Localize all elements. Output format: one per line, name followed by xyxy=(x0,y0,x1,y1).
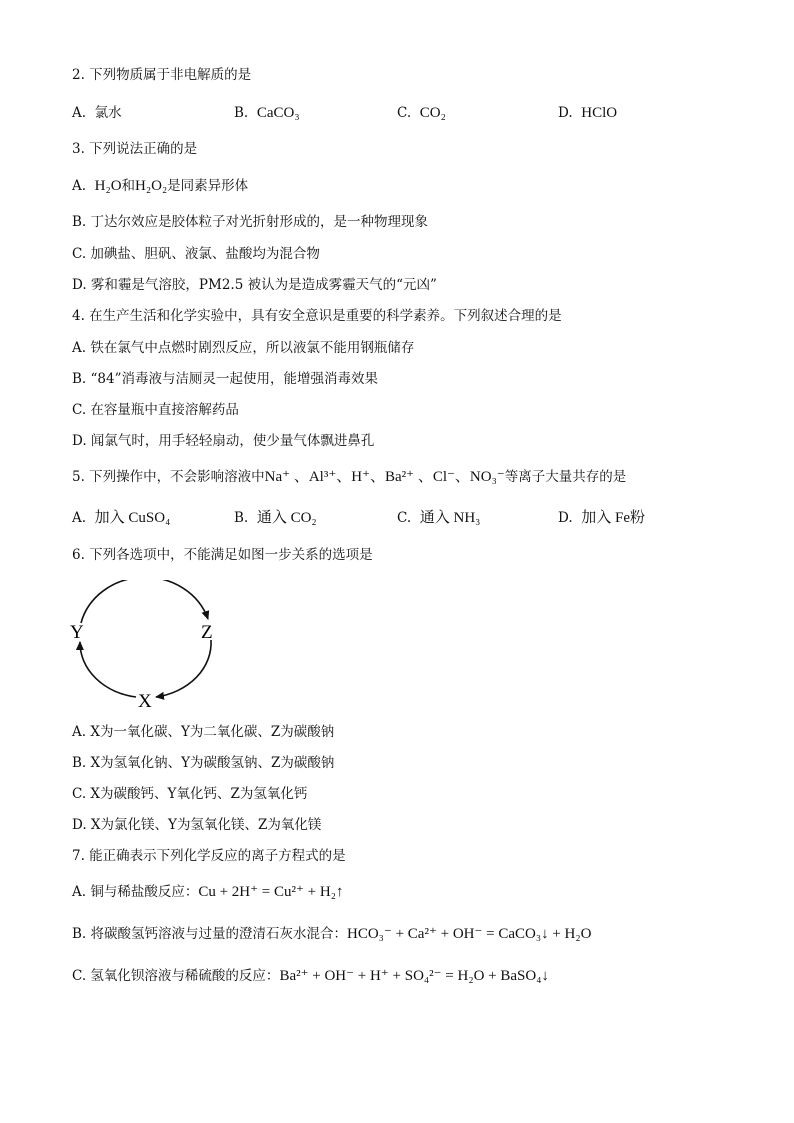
q4-option-b: B. “84”消毒液与洁厕灵一起使用，能增强消毒效果 xyxy=(72,371,378,387)
q6-option-d: D. X为氯化镁、Y为氢氧化镁、Z为氧化镁 xyxy=(72,817,322,833)
node-x: X xyxy=(138,691,152,712)
q7-option-c: C. 氢氧化钡溶液与稀硫酸的反应：Ba²⁺ + OH⁻ + H⁺ + SO₄²⁻ = H₂O + BaSO₄↓ xyxy=(72,968,549,984)
q4-stem: 4. 在生产生活和化学实验中，具有安全意识是重要的科学素养。下列叙述合理的是 xyxy=(72,308,562,324)
q5-stem: 5. 下列操作中，不会影响溶液中Na⁺ 、Al³⁺、H⁺、Ba²⁺ 、Cl⁻、NO₃⁻等离子大量共存的是 xyxy=(72,469,627,485)
q7-stem: 7. 能正确表示下列化学反应的离子方程式的是 xyxy=(72,848,346,864)
q5-option-b: B. 通入 CO₂ xyxy=(234,510,317,526)
q6-option-b: B. X为氢氧化钠、Y为碳酸氢钠、Z为碳酸钠 xyxy=(72,755,335,771)
q2-option-c: C. CO₂ xyxy=(397,105,446,121)
q4-option-d: D. 闻氯气时，用手轻轻扇动，使少量气体飘进鼻孔 xyxy=(72,433,375,449)
q6-stem: 6. 下列各选项中，不能满足如图一步关系的选项是 xyxy=(72,547,373,563)
q4-option-a: A. 铁在氯气中点燃时剧烈反应，所以液氯不能用钢瓶储存 xyxy=(72,340,415,356)
q2-option-d: D. HClO xyxy=(558,105,618,121)
q6-option-c: C. X为碳酸钙、Y氧化钙、Z为氢氧化钙 xyxy=(72,786,308,802)
q5-option-a: A. 加入 CuSO₄ xyxy=(72,510,171,526)
q3-option-c: C. 加碘盐、胆矾、液氯、盐酸均为混合物 xyxy=(72,246,320,262)
node-z: Z xyxy=(201,622,213,643)
q7-option-b: B. 将碳酸氢钙溶液与过量的澄清石灰水混合：HCO₃⁻ + Ca²⁺ + OH⁻ = CaCO₃↓ + H₂O xyxy=(72,926,592,942)
q3-option-d: D. 雾和霾是气溶胶，PM2.5 被认为是造成雾霾天气的“元凶” xyxy=(72,277,437,293)
q3-stem: 3. 下列说法正确的是 xyxy=(72,141,198,157)
q7-option-a: A. 铜与稀盐酸反应：Cu + 2H⁺ = Cu²⁺ + H₂↑ xyxy=(72,884,344,900)
q2-stem: 2. 下列物质属于非电解质的是 xyxy=(72,67,252,83)
arc-z-to-x xyxy=(156,640,211,697)
q5-option-d: D. 加入 Fe粉 xyxy=(558,510,645,526)
arc-x-to-y xyxy=(80,642,136,697)
q6-option-a: A. X为一氧化碳、Y为二氧化碳、Z为碳酸钠 xyxy=(72,724,335,740)
q2-option-b: B. CaCO₃ xyxy=(234,105,300,121)
cycle-diagram xyxy=(66,580,226,715)
q2-option-a: A. 氯水 xyxy=(72,105,122,121)
q3-option-a: A. H₂O和H₂O₂是同素异形体 xyxy=(72,178,249,194)
node-y: Y xyxy=(70,622,84,643)
q4-option-c: C. 在容量瓶中直接溶解药品 xyxy=(72,402,239,418)
arc-y-to-z xyxy=(81,580,208,623)
q5-option-c: C. 通入 NH₃ xyxy=(397,510,481,526)
q3-option-b: B. 丁达尔效应是胶体粒子对光折射形成的，是一种物理现象 xyxy=(72,214,429,230)
